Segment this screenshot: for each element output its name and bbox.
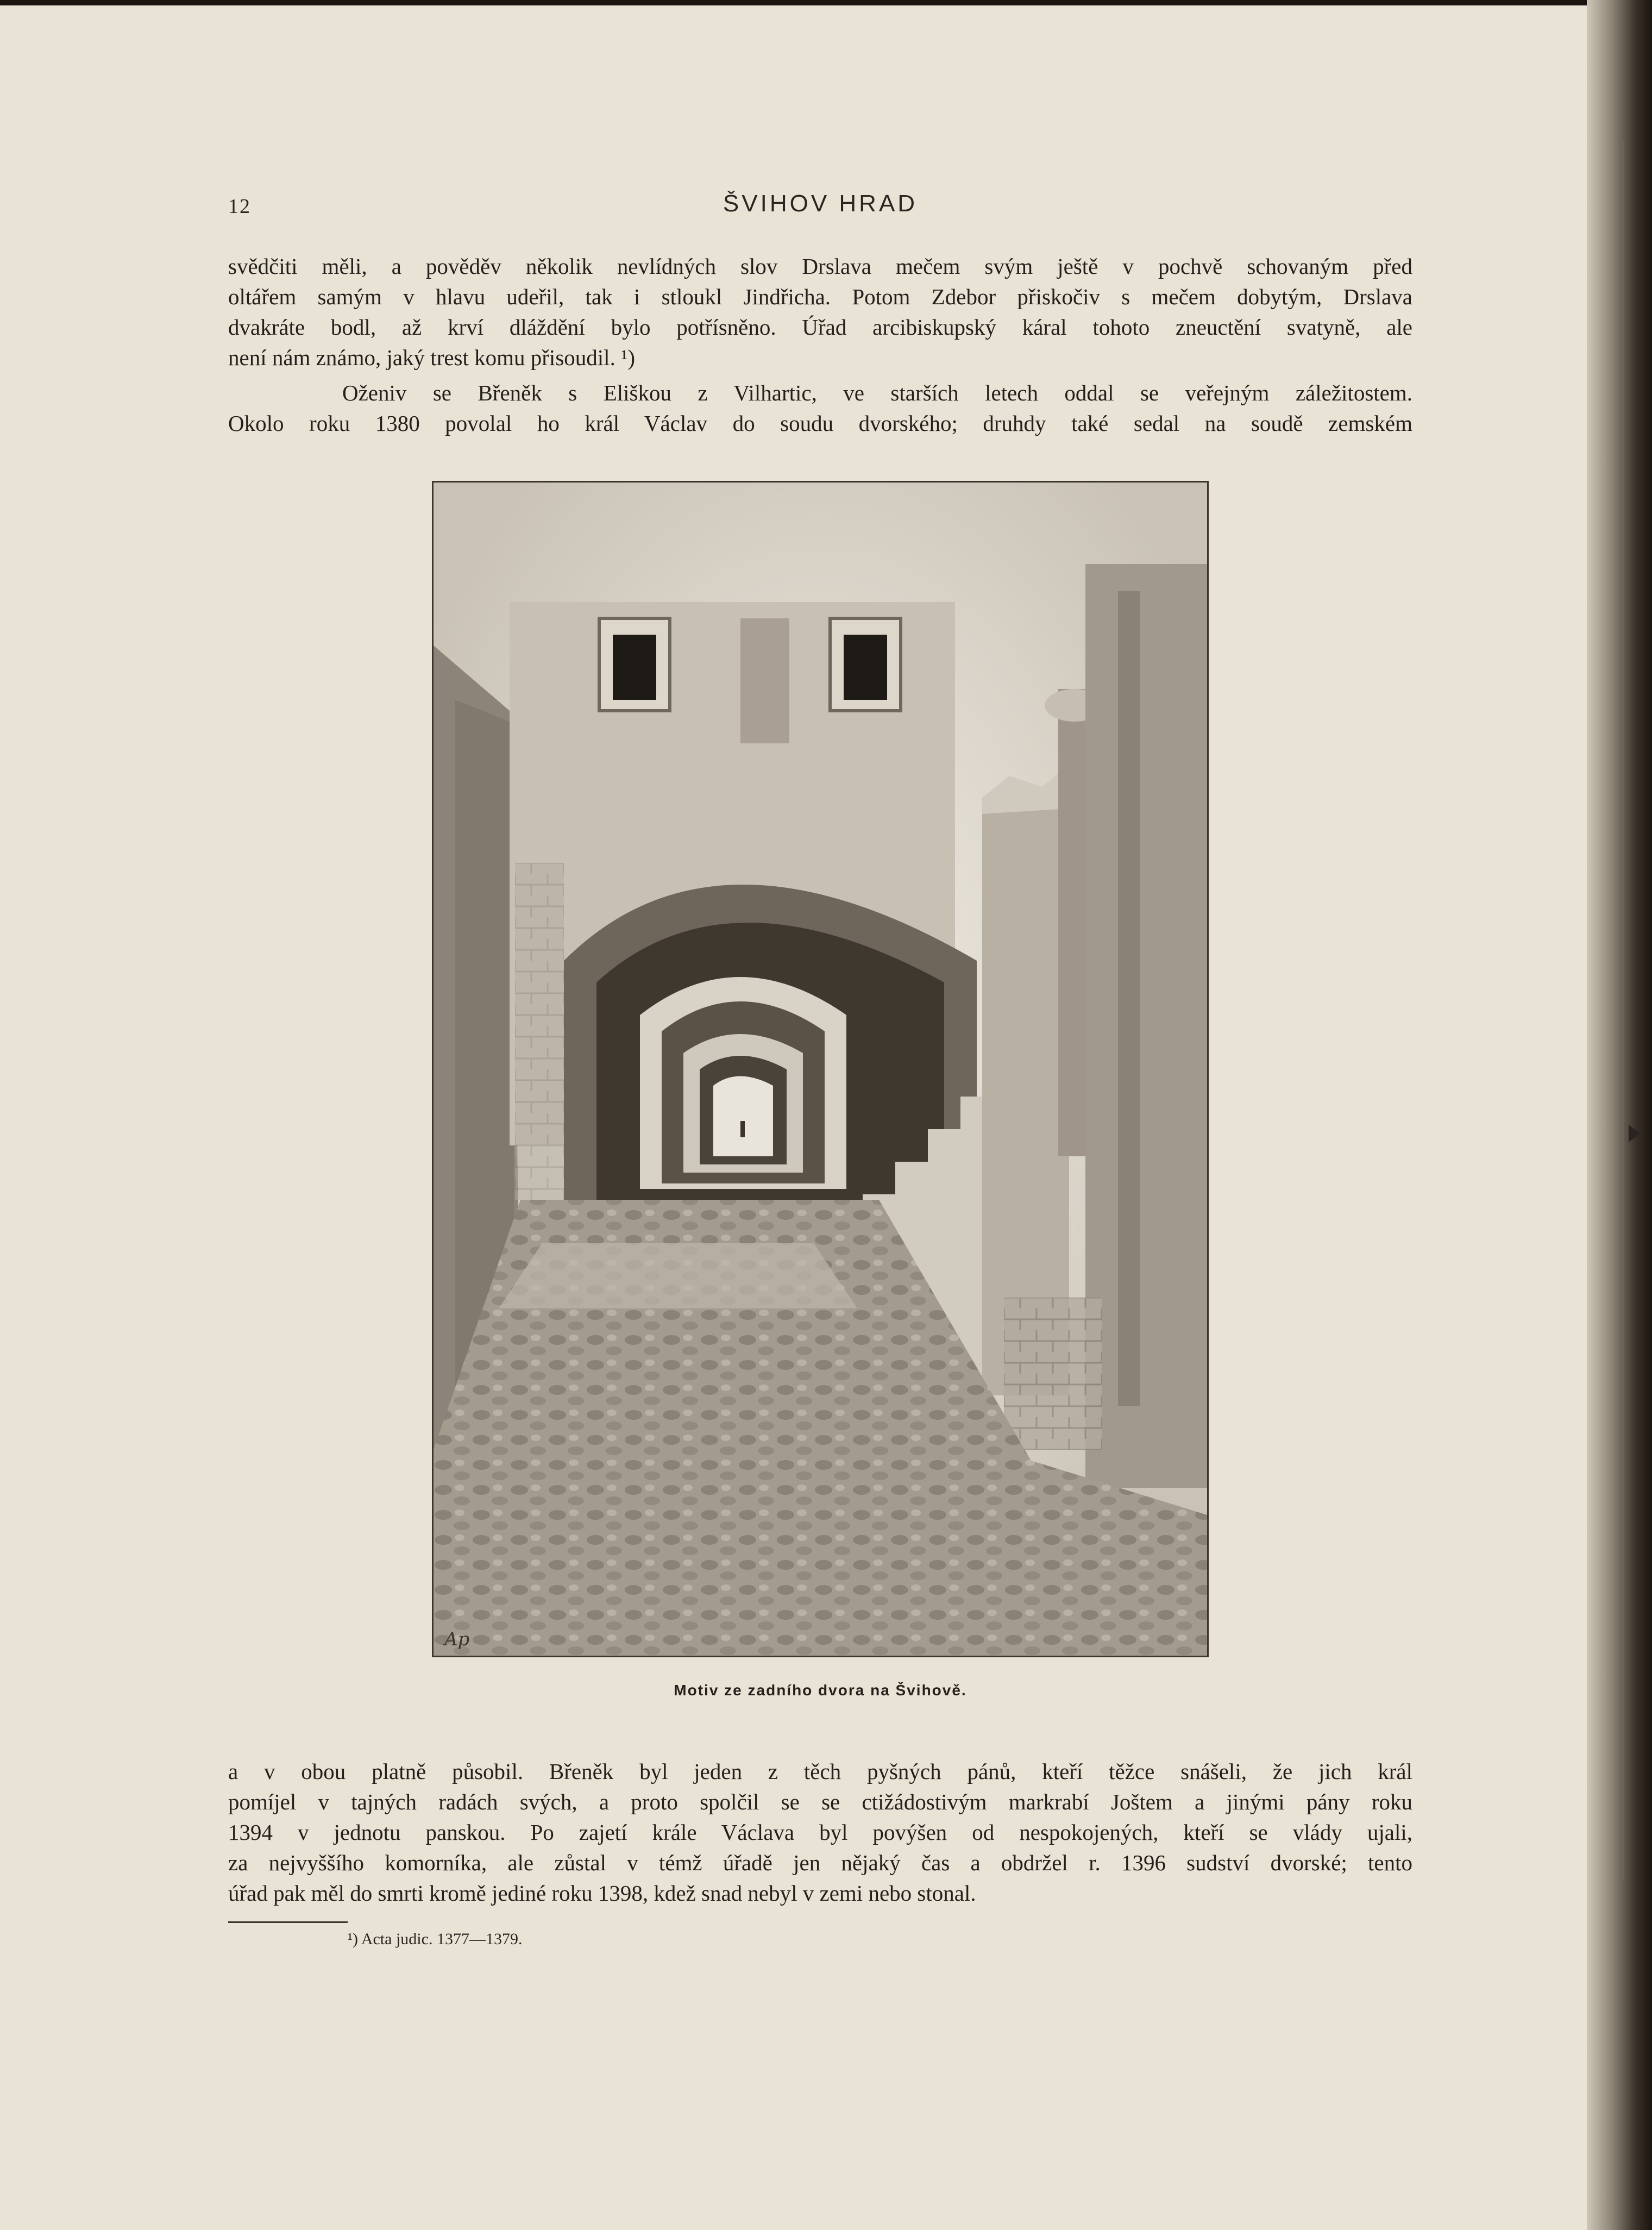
page-number: 12 [228, 195, 251, 218]
running-head: ŠVIHOV HRAD [723, 190, 918, 217]
illustration-caption: Motiv ze zadního dvora na Švihově. [674, 1682, 967, 1699]
text-line: svědčiti měli, a pověděv několik nevlídných slov Drslava mečem svým ještě v pochvě schovaným před [228, 254, 1412, 279]
paragraph-2 [228, 378, 1412, 439]
text-line: pomíjel v tajných radách svých, a proto spolčil se se ctižádostivým markrabí Joštem a jinými pány roku [228, 1789, 1412, 1814]
text-line: Oženiv se Břeněk s Eliškou z Vilhartic, ve starších letech oddal se veřejným záležitostem. [342, 380, 1412, 405]
illustration-plate [432, 481, 1209, 1657]
text-line: za nejvyššího komorníka, ale zůstal v témž úřadě jen nějaký čas a obdržel r. 1396 sudství dvorské; tento [228, 1850, 1412, 1875]
courtyard-archway-illustration [434, 483, 1207, 1656]
text-line: dvakráte bodl, až krví dláždění bylo potřísněno. Úřad arcibiskupský káral tohoto zneuctění svatyně, ale [228, 315, 1412, 340]
text-line: Okolo roku 1380 povolal ho král Václav do soudu dvorského; druhdy také sedal na soudě zemském [228, 411, 1412, 436]
footnote: ¹) Acta judic. 1377—1379. [348, 1930, 523, 1948]
page-edge-marker-icon [1629, 1125, 1641, 1142]
text-line: úřad pak měl do smrti kromě jediné roku 1398, kdež snad nebyl v zemi nebo stonal. [228, 1881, 976, 1906]
page-edge-rule [1622, 141, 1624, 1880]
svg-text:Ap: Ap [444, 1628, 470, 1650]
text-line: a v obou platně působil. Břeněk byl jeden z těch pyšných pánů, kteří těžce snášeli, že jich král [228, 1759, 1412, 1784]
page-edge-shadow [1587, 0, 1652, 2230]
text-line: oltářem samým v hlavu udeřil, tak i stloukl Jindřicha. Potom Zdebor přiskočiv s mečem dobytým, Drslava [228, 284, 1412, 309]
paragraph-1 [228, 251, 1412, 373]
page-header [228, 190, 1412, 223]
paragraph-3 [228, 1756, 1412, 1908]
text-line: 1394 v jednotu panskou. Po zajetí krále Václava byl povýšen od nespokojených, kteří se vlády ujali, [228, 1820, 1412, 1845]
text-line: není nám známo, jaký trest komu přisoudil. ¹) [228, 345, 636, 370]
footnote-divider [228, 1921, 348, 1923]
